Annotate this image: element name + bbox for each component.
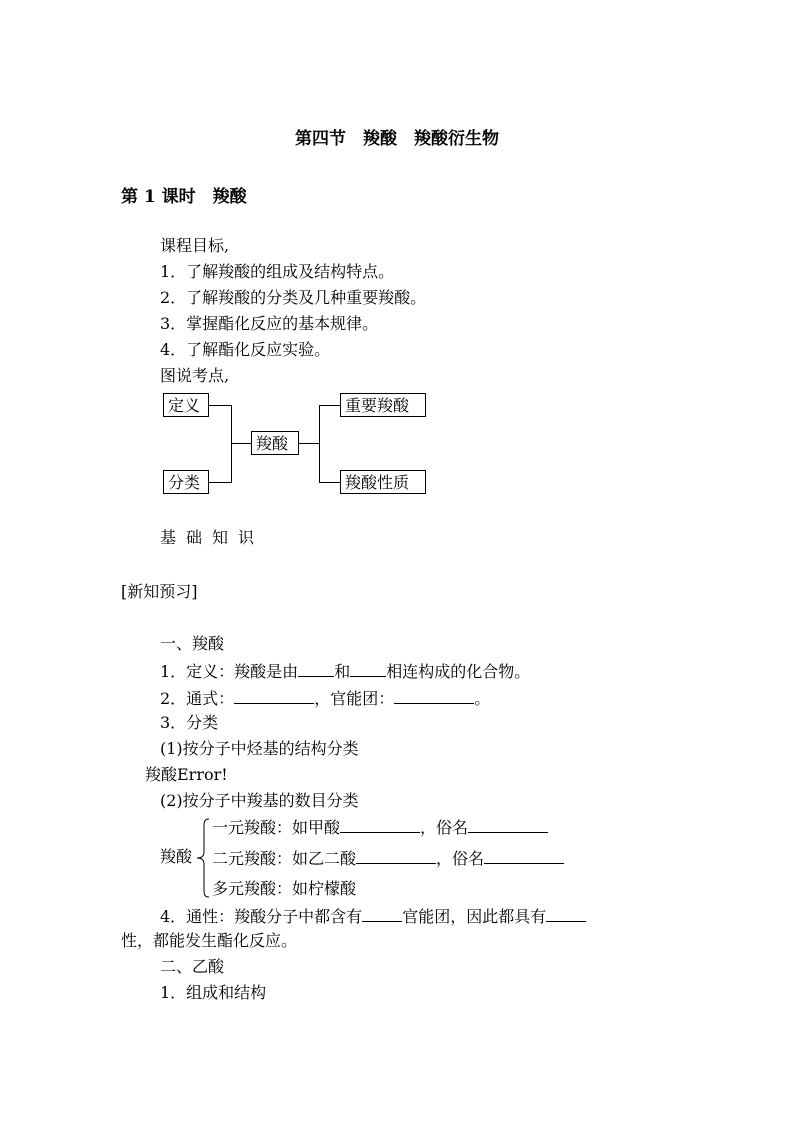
row-text: ，俗名 [436,849,485,868]
classify-sub1: (1)按分子中烃基的结构分类 [160,739,359,758]
box-classification: 分类 [163,470,209,494]
blank-field [546,905,586,922]
definition-text: 和 [334,662,351,681]
common-text: 官能团，因此都具有 [402,907,547,926]
objective-item: 4．了解酯化反应实验。 [160,340,331,359]
row-text: ，俗名 [420,818,469,837]
lesson-title: 第 1 课时 羧酸 [121,187,247,207]
row-text: 二元羧酸：如乙二酸 [212,849,357,868]
blank-field [468,816,548,833]
connector-line [319,405,340,406]
connector-line [319,482,340,483]
polycarboxylic-row: 多元羧酸：如柠檬酸 [212,879,357,898]
preview-heading: [新知预习] [121,582,198,601]
objective-item: 1．了解羧酸的组成及结构特点。 [160,262,395,281]
definition-line [160,660,530,682]
connector-line [299,443,319,444]
connector-line [231,443,251,444]
formula-text: 2．通式： [160,689,235,708]
connector-line [209,482,231,483]
blank-field [356,847,436,864]
section2-item: 1．组成和结构 [160,983,267,1002]
dicarboxylic-row [212,847,564,869]
connector-line [231,405,232,483]
section-heading: 一、羧酸 [160,634,225,653]
basics-heading: 基础知识 [160,528,265,547]
page-title: 第四节 羧酸 羧酸衍生物 [295,129,499,149]
formula-text: ，官能团： [314,689,395,708]
definition-text: 1．定义：羧酸是由 [160,662,299,681]
blank-field [234,687,314,704]
error-text: 羧酸Error! [145,765,228,784]
row-text: 一元羧酸：如甲酸 [212,818,341,837]
objective-item: 3．掌握酯化反应的基本规律。 [160,314,379,333]
box-acid-properties: 羧酸性质 [340,470,426,494]
box-definition: 定义 [163,393,209,417]
section-heading: 二、乙酸 [160,957,225,976]
diagram-heading: 图说考点, [160,366,230,385]
blank-field [340,816,420,833]
common-text: 4．通性：羧酸分子中都含有 [160,907,363,926]
definition-text: 相连构成的化合物。 [386,662,531,681]
blank-field [298,660,334,677]
formula-text: 。 [474,689,491,708]
blank-field [350,660,386,677]
objectives-heading: 课程目标, [160,236,230,255]
common-properties-line [160,905,586,927]
classify-sub2: (2)按分子中羧基的数目分类 [160,791,359,810]
curly-brace-icon [196,818,210,898]
connector-line [209,405,231,406]
blank-field [362,905,402,922]
box-important-acids: 重要羧酸 [340,393,426,417]
connector-line [319,405,320,483]
brace-label: 羧酸 [160,847,193,866]
blank-field [394,687,474,704]
formula-line [160,687,490,709]
objective-item: 2．了解羧酸的分类及几种重要羧酸。 [160,288,427,307]
common-properties-cont: 性，都能发生酯化反应。 [121,931,298,950]
blank-field [484,847,564,864]
box-carboxylic-acid: 羧酸 [251,431,299,455]
monocarboxylic-row [212,816,548,838]
classify-heading: 3．分类 [160,713,219,732]
